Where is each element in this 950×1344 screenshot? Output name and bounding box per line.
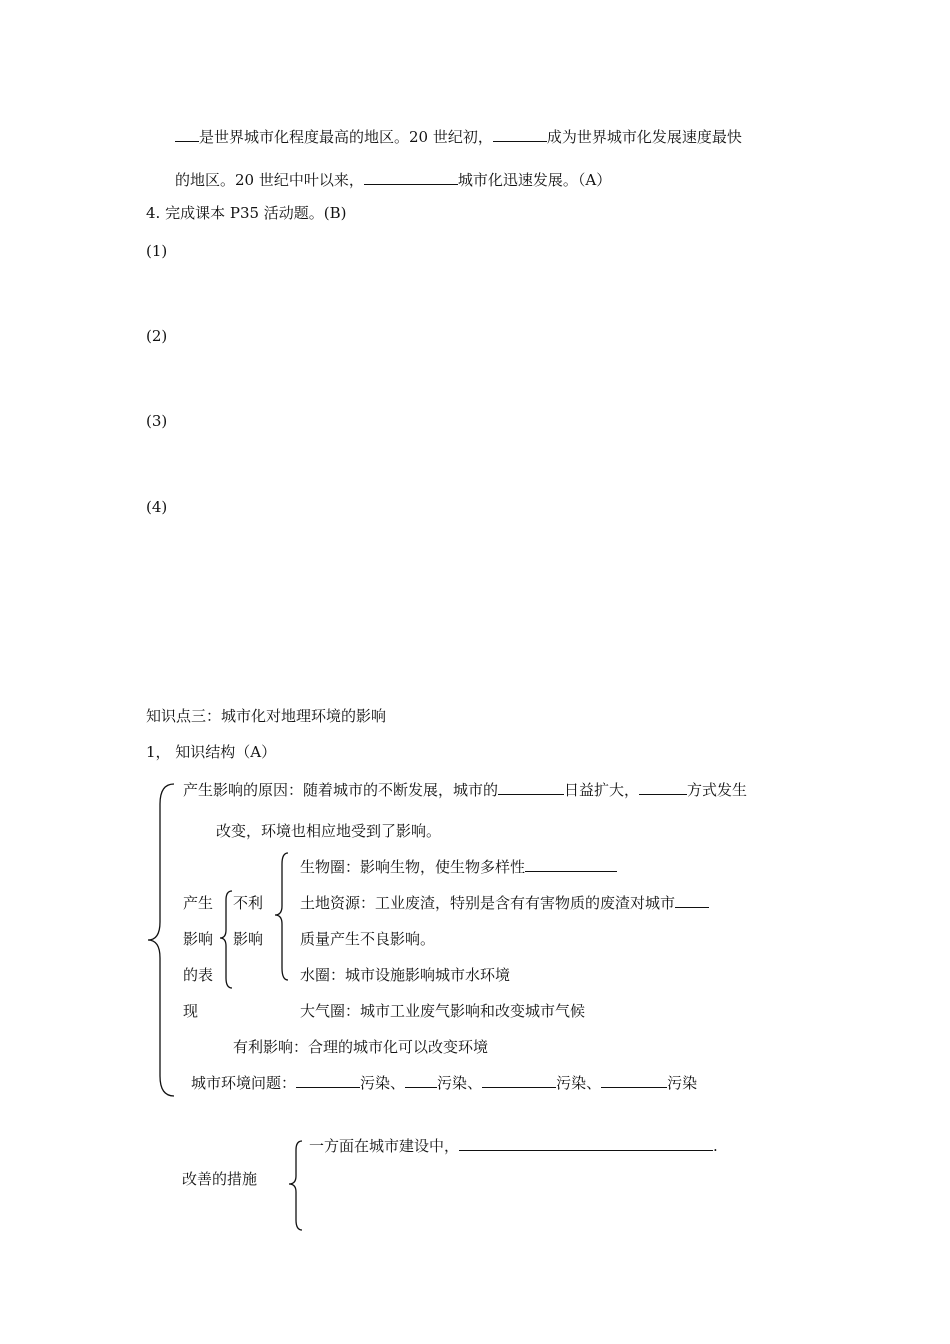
blank [405, 1073, 437, 1088]
urbanization-line-1 [175, 127, 742, 147]
answer-item-4: (4) [146, 498, 168, 516]
biosphere-text: 生物圈：影响生物，使生物多样性 [300, 858, 526, 876]
atmosphere-line: 大气圈：城市工业废气影响和改变城市气候 [300, 1002, 586, 1020]
cause-line-2: 改变，环境也相应地受到了影响。 [216, 822, 442, 840]
land-line-1 [300, 893, 709, 913]
land-text: 土地资源：工业废渣，特别是含有有害物质的废渣对城市 [300, 894, 676, 912]
pollution-text: 污染 [667, 1074, 698, 1092]
cause-line-1 [183, 780, 747, 800]
answer-item-3: (3) [146, 412, 168, 430]
unfavorable-label-1: 不利 [233, 894, 264, 912]
urbanization-line-2 [175, 170, 611, 190]
blank [639, 780, 687, 795]
question-4-title: 4. 完成课本 P35 活动题。(B) [146, 204, 347, 222]
manifestation-label-2: 影响 [183, 930, 214, 948]
hydrosphere-line: 水圈：城市设施影响城市水环境 [300, 966, 511, 984]
manifestation-label-4: 现 [183, 1002, 199, 1020]
blank [296, 1073, 360, 1088]
blank [493, 127, 547, 142]
knowledge-point-title: 知识点三：城市化对地理环境的影响 [146, 707, 387, 725]
answer-item-2: (2) [146, 327, 168, 345]
cause-text: 日益扩大， [564, 781, 640, 799]
cause-text: 方式发生 [687, 781, 748, 799]
land-line-2: 质量产生不良影响。 [300, 930, 436, 948]
favorable-line: 有利影响：合理的城市化可以改变环境 [233, 1038, 489, 1056]
urbanization-text: 成为世界城市化发展速度最快 [546, 128, 742, 146]
separator: 、 [467, 1074, 483, 1092]
manifestation-label-3: 的表 [183, 966, 214, 984]
pollution-text: 污染 [556, 1074, 587, 1092]
measures-label: 改善的措施 [182, 1170, 258, 1188]
measures-end: . [713, 1137, 718, 1155]
unfavorable-label-2: 影响 [233, 930, 264, 948]
blank [459, 1136, 713, 1151]
blank [482, 1073, 556, 1088]
urbanization-text: 的地区。20 世纪中叶以来， [175, 171, 364, 189]
separator: 、 [390, 1074, 406, 1092]
manifestation-label-1: 产生 [183, 894, 214, 912]
blank [601, 1073, 667, 1088]
measures-text: 一方面在城市建设中， [309, 1137, 460, 1155]
biosphere-line [300, 857, 617, 877]
cause-text: 产生影响的原因：随着城市的不断发展，城市的 [183, 781, 499, 799]
problems-line [191, 1073, 697, 1093]
pollution-text: 污染 [360, 1074, 391, 1092]
structure-title: 1， 知识结构（A） [146, 743, 277, 761]
separator: 、 [586, 1074, 602, 1092]
pollution-text: 污染 [437, 1074, 468, 1092]
blank [525, 857, 617, 872]
blank [364, 170, 458, 185]
blank [175, 127, 199, 142]
answer-item-1: (1) [146, 242, 168, 260]
spheres-brace [270, 852, 292, 982]
measures-brace [284, 1140, 306, 1232]
main-brace [140, 782, 180, 1098]
blank [498, 780, 564, 795]
blank [675, 893, 709, 908]
urbanization-text: 城市化迅速发展。（A） [457, 171, 612, 189]
urbanization-text: 是世界城市化程度最高的地区。20 世纪初， [199, 128, 493, 146]
problems-label: 城市环境问题： [191, 1074, 297, 1092]
measures-line-1 [309, 1136, 718, 1156]
